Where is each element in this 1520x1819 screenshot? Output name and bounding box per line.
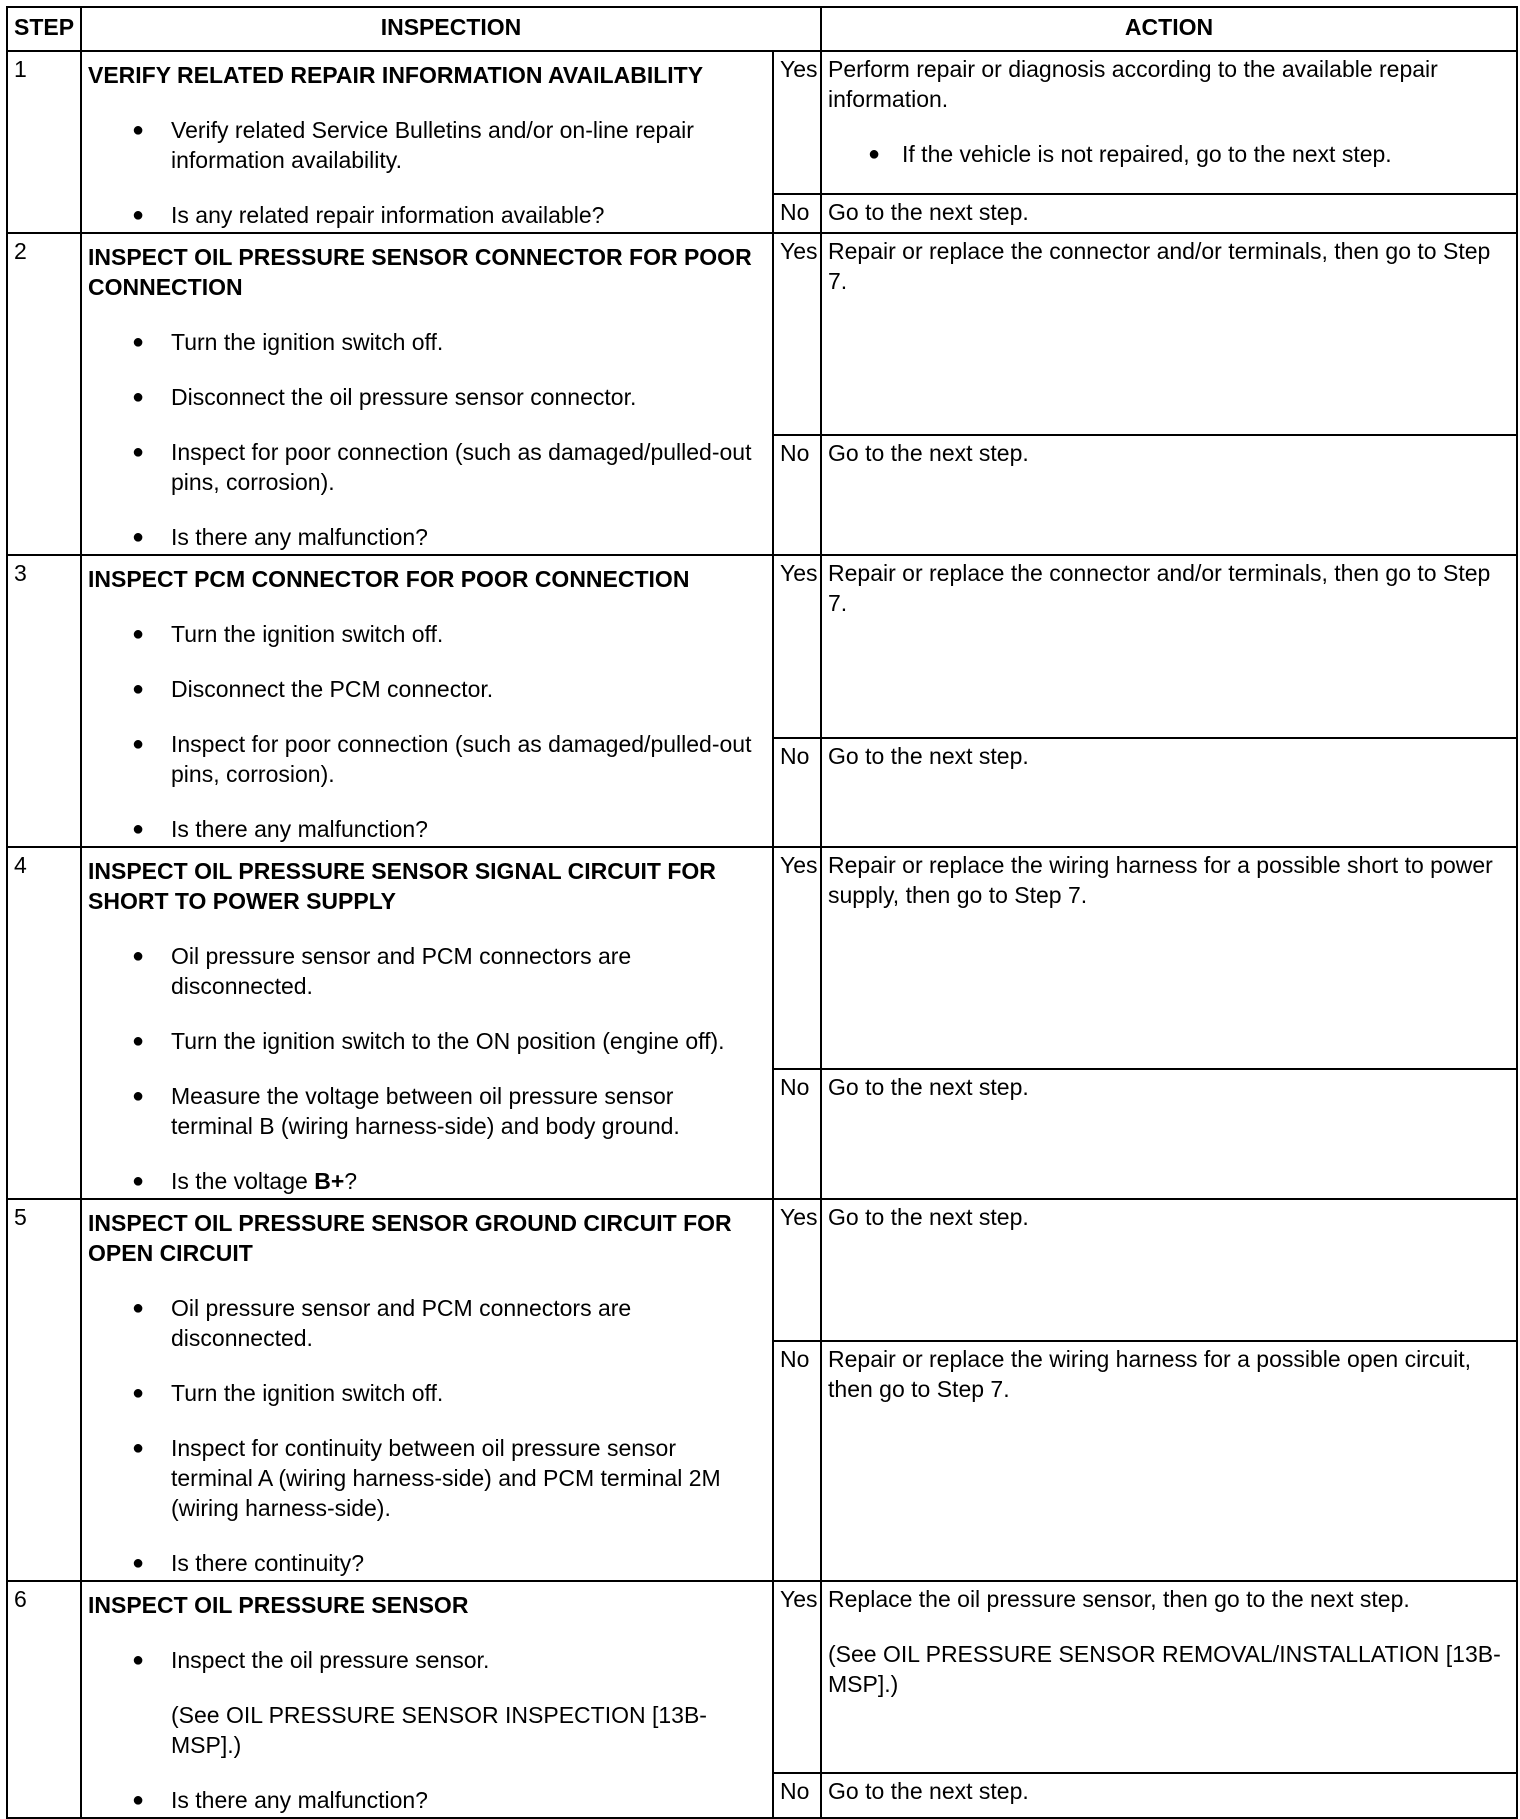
bullet-text-bold: B+: [314, 1168, 345, 1194]
no-label: No: [773, 1069, 821, 1199]
bullet-item: [88, 1166, 766, 1196]
header-row: [7, 7, 1517, 51]
step-number: 4: [7, 847, 81, 1199]
bullet-item: ● Is there any malfunction?: [88, 814, 766, 844]
bullet-item: ● Measure the voltage between oil pressure sensor terminal B (wiring harness-side) and body ground.: [88, 1081, 766, 1141]
inspection-cell: [81, 1581, 773, 1818]
bullet-item: ● Turn the ignition switch to the ON position (engine off).: [88, 1026, 766, 1056]
no-action: Go to the next step.: [821, 435, 1517, 555]
inspection-title: INSPECT OIL PRESSURE SENSOR SIGNAL CIRCUIT FOR SHORT TO POWER SUPPLY: [88, 858, 716, 914]
inspection-bullets: [88, 941, 766, 1196]
yes-action: Go to the next step.: [821, 1199, 1517, 1341]
inspection-title: INSPECT OIL PRESSURE SENSOR GROUND CIRCUIT FOR OPEN CIRCUIT: [88, 1210, 732, 1266]
inspection-bullets: [88, 327, 766, 552]
inspection-bullets: [88, 619, 766, 844]
bullet-text: ?: [344, 1168, 358, 1194]
diagnostic-procedure-table: [6, 6, 1518, 1819]
yes-label: Yes: [773, 555, 821, 738]
inspection-cell: [81, 847, 773, 1199]
bullet-item: ● Inspect for continuity between oil pressure sensor terminal A (wiring harness-side) and PCM terminal 2M (wiring harness-side).: [88, 1433, 766, 1523]
no-label: No: [773, 435, 821, 555]
bullet-item: ● Is there any malfunction?: [88, 522, 766, 552]
bullet-item: ● Inspect for poor connection (such as damaged/pulled-out pins, corrosion).: [88, 437, 766, 497]
yes-label: Yes: [773, 233, 821, 435]
inspection-bullets: [88, 1645, 766, 1675]
yes-label: Yes: [773, 1199, 821, 1341]
inspection-title: VERIFY RELATED REPAIR INFORMATION AVAILABILITY: [88, 62, 704, 88]
inspection-cell: [81, 233, 773, 555]
action-header: ACTION: [821, 7, 1517, 51]
step-3-yes-row: [7, 555, 1517, 738]
step-number: 3: [7, 555, 81, 847]
inspection-cell: [81, 51, 773, 233]
inspection-bullets: [88, 1785, 766, 1815]
no-action: Go to the next step.: [821, 1773, 1517, 1818]
yes-action-cell: [821, 1581, 1517, 1773]
bullet-item: ● Is there any malfunction?: [88, 1785, 766, 1815]
inspection-cell: [81, 555, 773, 847]
inspection-header: INSPECTION: [81, 7, 821, 51]
inspection-reference-note: (See OIL PRESSURE SENSOR INSPECTION [13B-MSP].): [171, 1702, 707, 1758]
inspection-title: INSPECT OIL PRESSURE SENSOR CONNECTOR FOR POOR CONNECTION: [88, 244, 752, 300]
yes-action: Perform repair or diagnosis according to the available repair information.: [828, 56, 1438, 112]
yes-action: Repair or replace the connector and/or terminals, then go to Step 7.: [821, 555, 1517, 738]
yes-label: Yes: [773, 51, 821, 194]
step-number: 5: [7, 1199, 81, 1581]
no-label: No: [773, 1341, 821, 1581]
inspection-bullets: [88, 1293, 766, 1578]
yes-action: Repair or replace the connector and/or terminals, then go to Step 7.: [821, 233, 1517, 435]
no-label: No: [773, 194, 821, 233]
bullet-item: ● Inspect for poor connection (such as damaged/pulled-out pins, corrosion).: [88, 729, 766, 789]
yes-action: Repair or replace the wiring harness for a possible short to power supply, then go to Step 7.: [821, 847, 1517, 1069]
bullet-item: ● Turn the ignition switch off.: [88, 327, 766, 357]
step-1-yes-row: [7, 51, 1517, 194]
bullet-text: Is the voltage: [171, 1168, 315, 1194]
step-number: 1: [7, 51, 81, 233]
bullet-item: ● Is any related repair information available?: [88, 200, 766, 230]
bullet-item: ● Oil pressure sensor and PCM connectors are disconnected.: [88, 941, 766, 1001]
no-action: Go to the next step.: [821, 738, 1517, 847]
no-action: Repair or replace the wiring harness for a possible open circuit, then go to Step 7.: [821, 1341, 1517, 1581]
bullet-item: ● Turn the ignition switch off.: [88, 1378, 766, 1408]
inspection-title: INSPECT PCM CONNECTOR FOR POOR CONNECTION: [88, 566, 690, 592]
bullet-item: ● Disconnect the oil pressure sensor connector.: [88, 382, 766, 412]
step-5-yes-row: [7, 1199, 1517, 1341]
step-6-yes-row: [7, 1581, 1517, 1773]
yes-label: Yes: [773, 847, 821, 1069]
yes-action-cell: [821, 51, 1517, 194]
inspection-cell: [81, 1199, 773, 1581]
step-2-yes-row: [7, 233, 1517, 435]
bullet-item: ● Turn the ignition switch off.: [88, 619, 766, 649]
bullet-item: ● Inspect the oil pressure sensor.: [88, 1645, 766, 1675]
no-action: Go to the next step.: [821, 194, 1517, 233]
inspection-title: INSPECT OIL PRESSURE SENSOR: [88, 1592, 469, 1618]
yes-action: Replace the oil pressure sensor, then go to the next step.: [828, 1586, 1410, 1612]
step-header: STEP: [7, 7, 81, 51]
no-action: Go to the next step.: [821, 1069, 1517, 1199]
bullet-item: ● Is there continuity?: [88, 1548, 766, 1578]
bullet-item: ● Oil pressure sensor and PCM connectors are disconnected.: [88, 1293, 766, 1353]
step-number: 2: [7, 233, 81, 555]
bullet-item: ● Disconnect the PCM connector.: [88, 674, 766, 704]
no-label: No: [773, 738, 821, 847]
no-label: No: [773, 1773, 821, 1818]
yes-action-reference-note: (See OIL PRESSURE SENSOR REMOVAL/INSTALLATION [13B-MSP].): [828, 1641, 1501, 1697]
step-number: 6: [7, 1581, 81, 1818]
bullet-item: ● Verify related Service Bulletins and/or on-line repair information availability.: [88, 115, 766, 175]
yes-label: Yes: [773, 1581, 821, 1773]
step-4-yes-row: [7, 847, 1517, 1069]
yes-action-sub-bullet: ● If the vehicle is not repaired, go to the next step.: [828, 139, 1510, 169]
inspection-bullets: [88, 115, 766, 230]
